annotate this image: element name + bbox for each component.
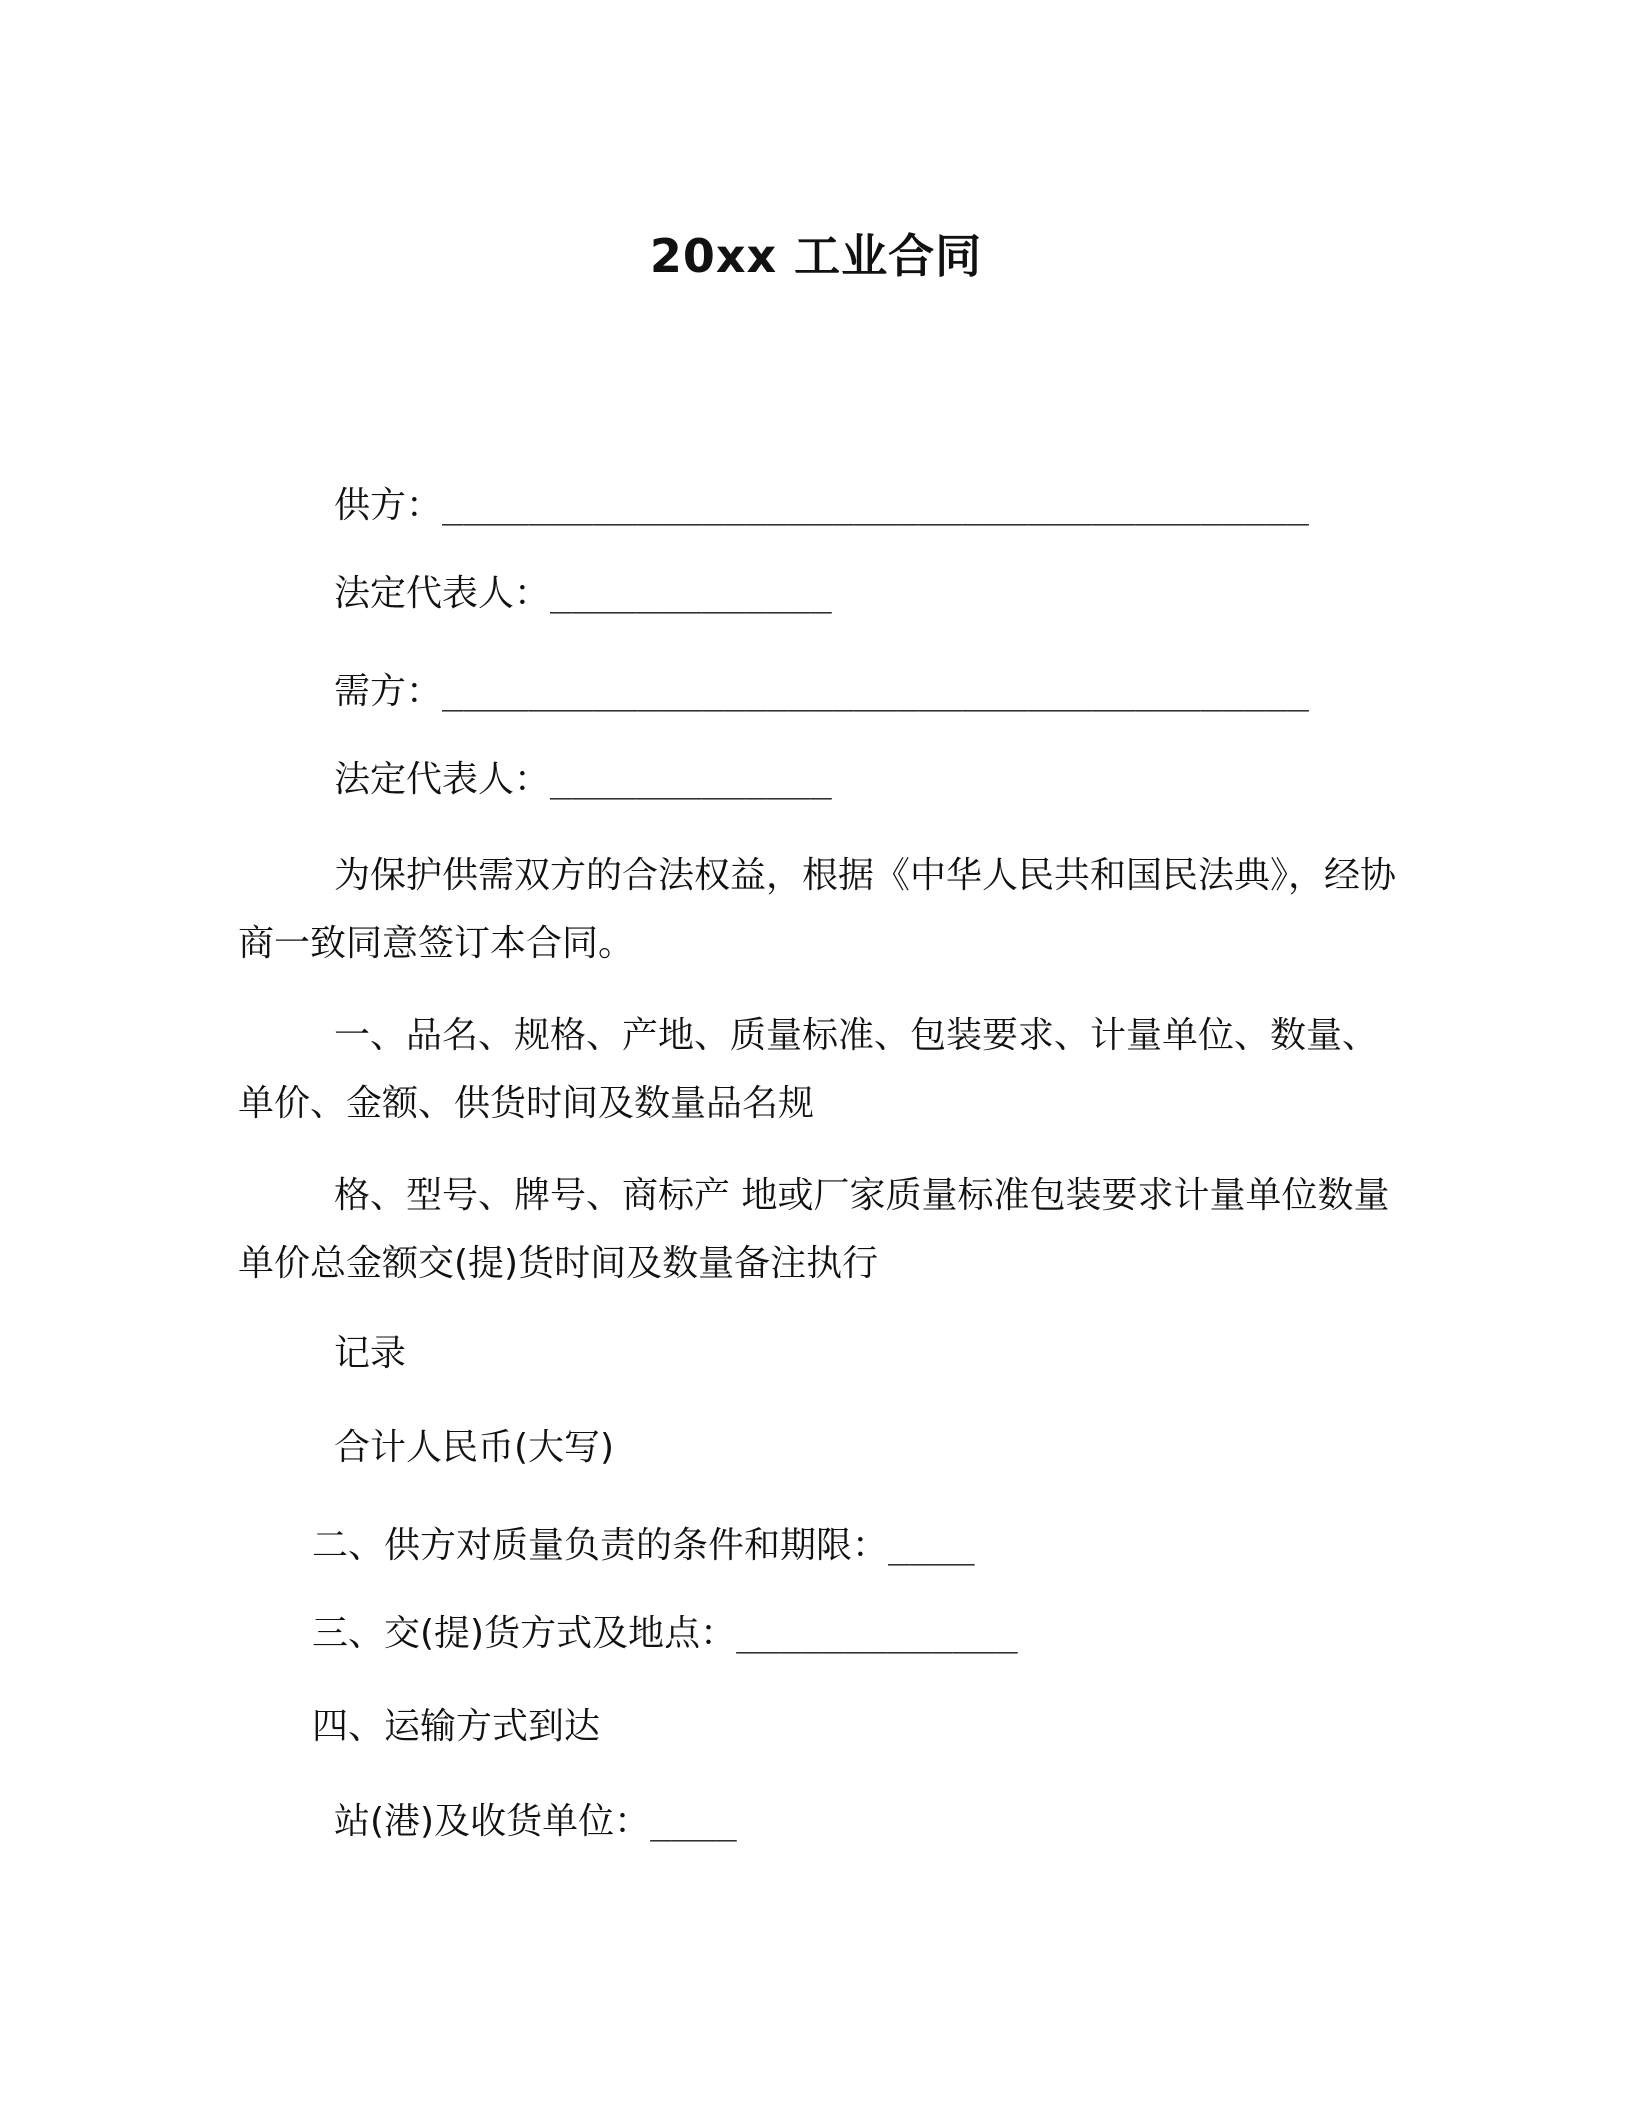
- supplier-rep-line: [334, 570, 832, 618]
- supplier-label: 供方：: [334, 485, 443, 526]
- clause-2-label: 二、供方对质量负责的条件和期限：: [312, 1525, 889, 1566]
- clause-1-paragraph-a: 一、品名、规格、产地、质量标准、包装要求、计量单位、数量、单价、金额、供货时间及数量品名规: [238, 1015, 1379, 1124]
- buyer-line: [334, 668, 1309, 716]
- intro-paragraph: 为保护供需双方的合法权益，根据《中华人民共和国民法典》，经协商一致同意签订本合同。: [238, 855, 1397, 964]
- clause-3-blank: _____________: [736, 1613, 1018, 1654]
- supplier-rep-blank: _____________: [550, 573, 832, 614]
- total-rmb-line: 合计人民币(大写): [334, 1427, 615, 1468]
- clause-2-line: [312, 1522, 975, 1570]
- supplier-line: [334, 482, 1309, 530]
- station-line: [334, 1798, 737, 1846]
- clause-4-line: 四、运输方式到达: [312, 1706, 601, 1747]
- clause-1-paragraph-b: 格、型号、牌号、商标产 地或厂家质量标准包装要求计量单位数量单价总金额交(提)货时间及数量备注执行: [238, 1175, 1390, 1284]
- clause-3-label: 三、交(提)货方式及地点：: [312, 1613, 737, 1654]
- buyer-blank: ________________________________________: [442, 671, 1309, 712]
- station-blank: ____: [650, 1801, 737, 1842]
- clause-2-blank: ____: [888, 1525, 975, 1566]
- buyer-rep-blank: _____________: [550, 759, 832, 800]
- document-title: 20xx 工业合同: [649, 229, 983, 283]
- clause-3-line: [312, 1610, 1018, 1658]
- supplier-rep-label: 法定代表人：: [334, 573, 551, 614]
- buyer-label: 需方：: [334, 671, 443, 712]
- supplier-blank: ________________________________________: [442, 485, 1309, 526]
- buyer-rep-line: [334, 756, 832, 804]
- buyer-rep-label: 法定代表人：: [334, 759, 551, 800]
- record-line: 记录: [334, 1333, 407, 1374]
- station-label: 站(港)及收货单位：: [334, 1801, 651, 1842]
